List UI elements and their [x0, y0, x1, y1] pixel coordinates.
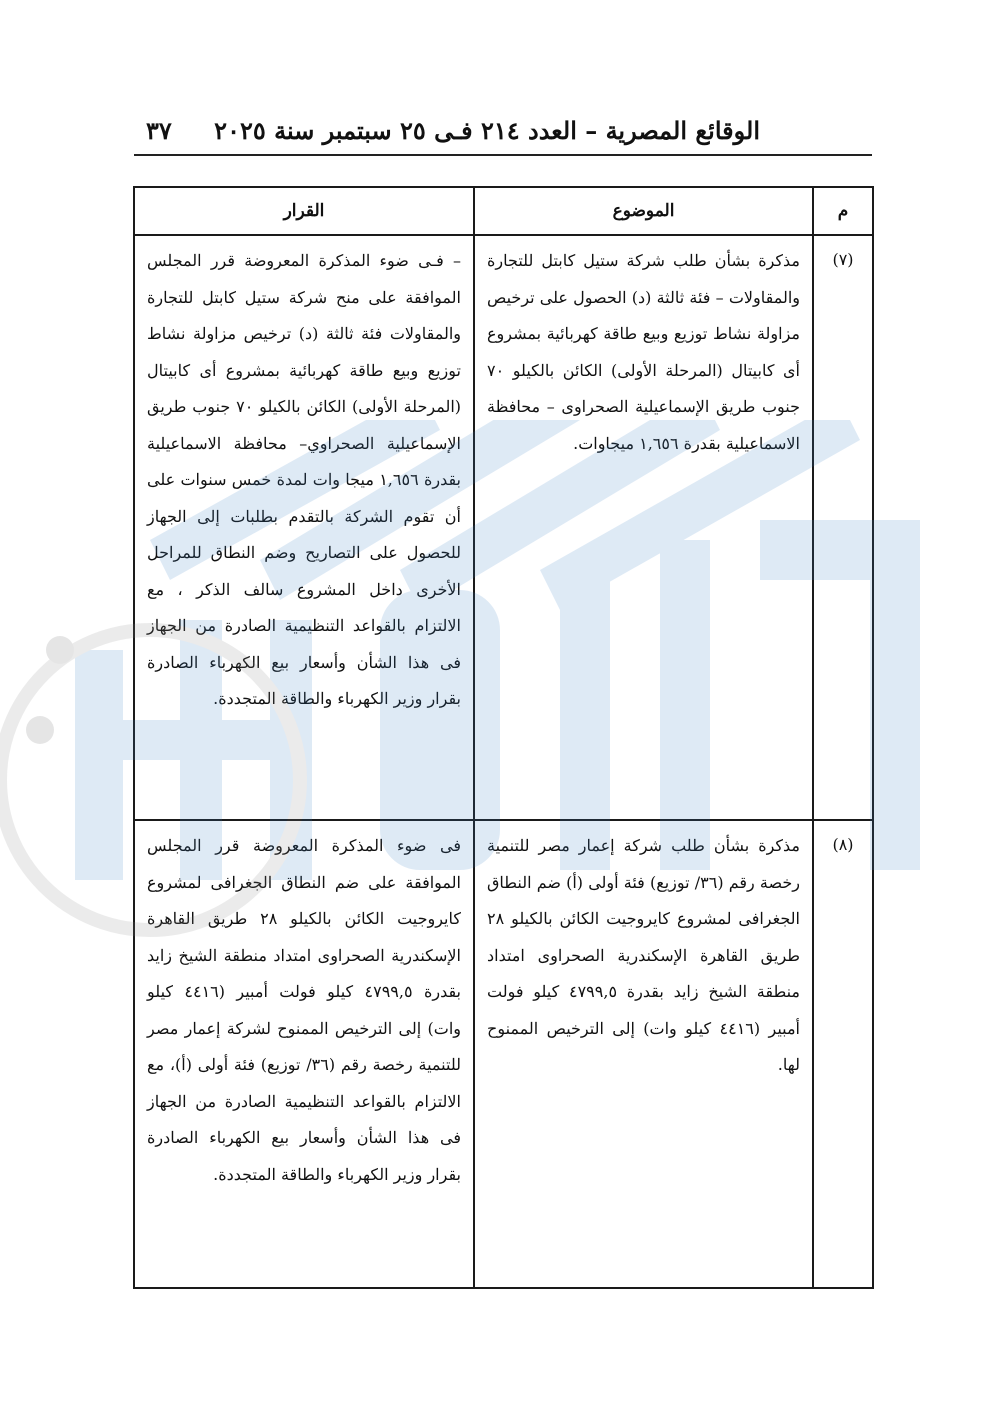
header-number: م — [813, 187, 873, 235]
table-row — [134, 820, 873, 1288]
gazette-title: الوقائع المصرية – العدد ٢١٤ فـى ٢٥ سبتمبر سنة ٢٠٢٥ — [214, 116, 760, 145]
table-row — [134, 235, 873, 820]
header-subject: الموضوع — [474, 187, 813, 235]
row-decision: – فـى ضوء المذكرة المعروضة قرر المجلس الموافقة على منح شركة ستيل كابتل للتجارة والمقاولات فئة ثالثة (د) ترخيص مزاولة نشاط توزيع وبيع طاقة كهربائية بمشروع أى كابيتال (المرحلة الأولى) الكائن بالكيلو ٧٠ جنوب طريق الإسماعيلية الصحراوي– محافظة الاسماعيلية بقدرة ١,٦٥٦ ميجا وات لمدة خمس سنوات على أن تقوم الشركة بالتقدم بطلبات إلى الجهاز للحصول على التصاريح وضم النطاق للمراحل الأخرى داخل المشروع سالف الذكر ، مع الالتزام بالقواعد التنظيمية الصادرة من الجهاز فى هذا الشأن وأسعار بيع الكهرباء الصادرة بقرار وزير الكهرباء والطاقة المتجددة. — [134, 235, 474, 820]
row-number: (٨) — [813, 820, 873, 1288]
header-decision: القرار — [134, 187, 474, 235]
row-decision: فى ضوء المذكرة المعروضة قرر المجلس الموافقة على ضم النطاق الجغرافى لمشروع كايروجيت الكائن بالكيلو ٢٨ طريق القاهرة الإسكندرية الصحراوى امتداد منطقة الشيخ زايد بقدرة ٤٧٩٩,٥ كيلو فولت أمبير (٤٤١٦ كيلو وات) إلى الترخيص الممنوح لشركة إعمار مصر للتنمية رخصة رقم (٣٦/ توزيع) فئة أولى (أ)، مع الالتزام بالقواعد التنظيمية الصادرة من الجهاز فى هذا الشأن وأسعار بيع الكهرباء الصادرة بقرار وزير الكهرباء والطاقة المتجددة. — [134, 820, 474, 1288]
table-header-row — [134, 187, 873, 235]
page-header — [134, 112, 872, 156]
row-subject: مذكرة بشأن طلب شركة إعمار مصر للتنمية رخصة رقم (٣٦/ توزيع) فئة أولى (أ) ضم النطاق الجغرافى لمشروع كايروجيت الكائن بالكيلو ٢٨ طريق القاهرة الإسكندرية الصحراوى امتداد منطقة الشيخ زايد بقدرة ٤٧٩٩,٥ كيلو فولت أمبير (٤٤١٦ كيلو وات) إلى الترخيص الممنوح لها. — [474, 820, 813, 1288]
row-subject: مذكرة بشأن طلب شركة ستيل كابتل للتجارة والمقاولات – فئة ثالثة (د) الحصول على ترخيص مزاولة نشاط توزيع وبيع طاقة كهربائية بمشروع أى كابيتال (المرحلة الأولى) الكائن بالكيلو ٧٠ جنوب طريق الإسماعيلية الصحراوى – محافظة الاسماعيلية بقدرة ١,٦٥٦ ميجاوات. — [474, 235, 813, 820]
page-number: ٣٧ — [146, 116, 172, 145]
decisions-table — [133, 186, 874, 1289]
row-number: (٧) — [813, 235, 873, 820]
